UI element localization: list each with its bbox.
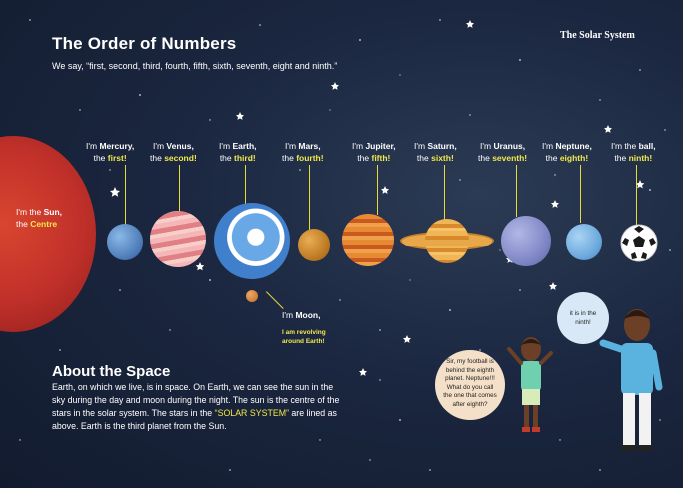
sun-label: I'm the Sun, the Centre xyxy=(16,207,63,229)
mercury xyxy=(107,224,143,260)
uranus-label: I'm Uranus, the seventh! xyxy=(478,141,528,163)
football-icon xyxy=(620,224,658,262)
about-title: About the Space xyxy=(52,363,171,380)
mars xyxy=(298,229,330,261)
about-text: Earth, on which we live, is in space. On Earth, we can see the sun in the sky during the day and moon during the night. The sun is the centre of the stars in the solar system. The stars in the “SOLAR SYSTEM” are lined as above. Earth is the third planet from the Sun. xyxy=(52,382,340,431)
page-title: The Order of Numbers xyxy=(52,34,237,53)
mercury-line xyxy=(125,165,126,225)
ball-line xyxy=(636,165,637,225)
page-subtitle: We say, “first, second, third, fourth, fifth, sixth, seventh, eight and ninth.” xyxy=(52,61,338,71)
boy-speech-text: Sir, my football is behind the eighth planet. Neptune!!! What do you call the one that comes after eighth? xyxy=(443,358,497,408)
ball-label: I'm the ball, the ninth! xyxy=(611,141,656,163)
uranus xyxy=(501,216,551,266)
jupiter-label: I'm Jupiter, the fifth! xyxy=(352,141,396,163)
uranus-line xyxy=(516,165,517,217)
mercury-label: I'm Mercury, the first! xyxy=(86,141,135,163)
earth-label: I'm Earth, the third! xyxy=(219,141,257,163)
venus-line xyxy=(179,165,180,213)
venus xyxy=(150,211,206,267)
neptune-label: I'm Neptune, the eighth! xyxy=(542,141,592,163)
moon-note: I am revolving around Earth! xyxy=(282,329,326,345)
moon-label: I'm Moon, xyxy=(282,310,321,320)
boy-illustration xyxy=(505,335,557,435)
jupiter-line xyxy=(377,165,378,215)
chapter-title: The Solar System xyxy=(560,30,635,41)
venus-label: I'm Venus, the second! xyxy=(150,141,197,163)
neptune-line xyxy=(580,165,581,223)
mars-label: I'm Mars, the fourth! xyxy=(282,141,324,163)
mars-line xyxy=(309,165,310,230)
saturn-label: I'm Saturn, the sixth! xyxy=(414,141,457,163)
earth xyxy=(214,203,290,279)
neptune xyxy=(566,224,602,260)
jupiter xyxy=(342,214,394,266)
father-speech-text: it is in the ninth! xyxy=(569,310,597,326)
moon xyxy=(246,290,258,302)
earth-line xyxy=(245,165,246,205)
saturn-ring-front xyxy=(402,240,492,246)
saturn-line xyxy=(444,165,445,220)
father-illustration xyxy=(597,305,669,453)
boy-speech-bubble xyxy=(435,350,505,420)
